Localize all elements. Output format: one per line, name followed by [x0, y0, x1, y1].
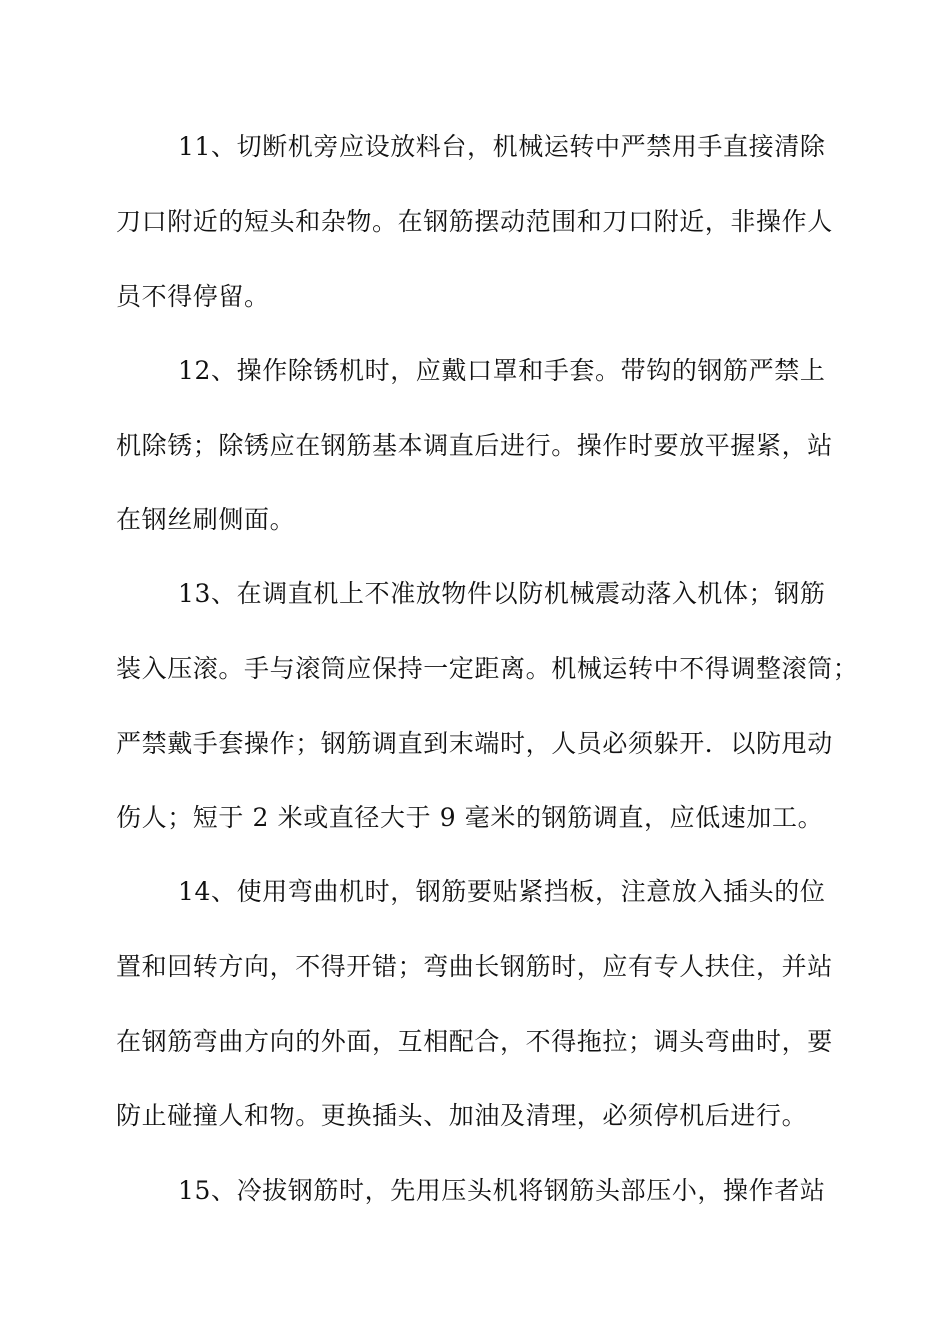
- paragraph-11-line-3: 员不得停留。: [116, 282, 270, 311]
- paragraph-14-line-4: 防止碰撞人和物。更换插头、加油及清理，必须停机后进行。: [116, 1101, 808, 1130]
- paragraph-13-line-4: 伤人；短于 2 米或直径大于 9 毫米的钢筋调直，应低速加工。: [116, 803, 824, 832]
- paragraph-11-line-2: 刀口附近的短头和杂物。在钢筋摆动范围和刀口附近，非操作人: [116, 207, 833, 236]
- paragraph-12-line-3: 在钢丝刷侧面。: [116, 505, 296, 534]
- paragraph-14-line-1: 14、使用弯曲机时，钢筋要贴紧挡板，注意放入插头的位: [178, 877, 826, 906]
- paragraph-13-line-2: 装入压滚。手与滚筒应保持一定距离。机械运转中不得调整滚筒；: [116, 654, 859, 683]
- paragraph-14-line-3: 在钢筋弯曲方向的外面，互相配合，不得拖拉；调头弯曲时，要: [116, 1027, 833, 1056]
- paragraph-11-line-1: 11、切断机旁应设放料台，机械运转中严禁用手直接清除: [178, 132, 826, 161]
- paragraph-14-line-2: 置和回转方向，不得开错；弯曲长钢筋时，应有专人扶住，并站: [116, 952, 833, 981]
- paragraph-15-line-1: 15、冷拔钢筋时，先用压头机将钢筋头部压小，操作者站: [178, 1176, 826, 1205]
- paragraph-13-line-3: 严禁戴手套操作；钢筋调直到末端时，人员必须躲开．以防甩动: [116, 729, 833, 758]
- paragraph-13-line-1: 13、在调直机上不准放物件以防机械震动落入机体；钢筋: [178, 579, 826, 608]
- paragraph-12-line-2: 机除锈；除锈应在钢筋基本调直后进行。操作时要放平握紧，站: [116, 431, 833, 460]
- paragraph-12-line-1: 12、操作除锈机时，应戴口罩和手套。带钩的钢筋严禁上: [178, 356, 826, 385]
